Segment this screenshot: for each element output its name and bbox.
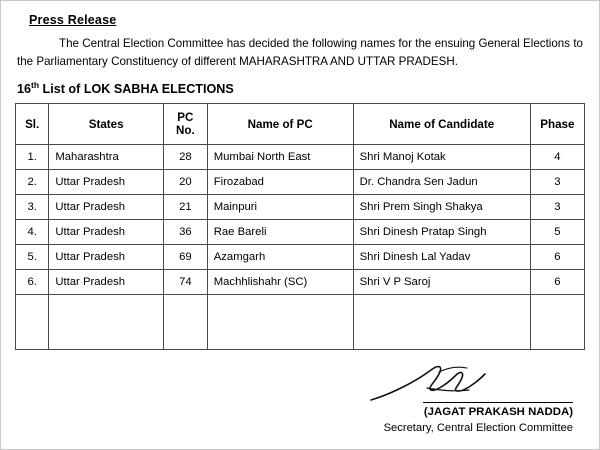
table-row bbox=[16, 270, 585, 295]
list-subtitle-rest: List of LOK SABHA ELECTIONS bbox=[39, 82, 234, 97]
cell-sl: 1. bbox=[16, 145, 49, 170]
column-header-pc-no-line2: No. bbox=[176, 124, 195, 138]
table-empty-row bbox=[16, 295, 585, 350]
column-header-pc-no bbox=[163, 104, 207, 145]
page-title: Press Release bbox=[29, 13, 117, 27]
cell-state: Uttar Pradesh bbox=[49, 170, 164, 195]
cell-phase: 3 bbox=[530, 195, 584, 220]
list-number-suffix: th bbox=[31, 79, 40, 90]
cell-empty bbox=[530, 295, 584, 350]
column-header-sl: Sl. bbox=[16, 104, 49, 145]
table-row bbox=[16, 245, 585, 270]
signature-line bbox=[423, 402, 573, 403]
column-header-name-of-pc: Name of PC bbox=[207, 104, 353, 145]
cell-pc-name: Machhlishahr (SC) bbox=[207, 270, 353, 295]
table-row bbox=[16, 170, 585, 195]
cell-phase: 6 bbox=[530, 245, 584, 270]
column-header-states: States bbox=[49, 104, 164, 145]
cell-pc-name: Firozabad bbox=[207, 170, 353, 195]
candidates-table bbox=[15, 103, 585, 350]
signatory-name: (JAGAT PRAKASH NADDA) bbox=[423, 406, 573, 419]
cell-phase: 4 bbox=[530, 145, 584, 170]
cell-empty bbox=[353, 295, 530, 350]
column-header-phase: Phase bbox=[530, 104, 584, 145]
cell-phase: 3 bbox=[530, 170, 584, 195]
list-number: 16 bbox=[17, 82, 32, 97]
cell-candidate: Shri Dinesh Pratap Singh bbox=[353, 220, 530, 245]
cell-candidate: Shri V P Saroj bbox=[353, 270, 530, 295]
cell-pc-no: 28 bbox=[163, 145, 207, 170]
table-row bbox=[16, 220, 585, 245]
cell-empty bbox=[207, 295, 353, 350]
cell-phase: 5 bbox=[530, 220, 584, 245]
cell-pc-no: 21 bbox=[163, 195, 207, 220]
cell-sl: 4. bbox=[16, 220, 49, 245]
signature-block bbox=[15, 360, 585, 444]
cell-pc-name: Mainpuri bbox=[207, 195, 353, 220]
cell-state: Uttar Pradesh bbox=[49, 245, 164, 270]
cell-sl: 5. bbox=[16, 245, 49, 270]
cell-sl: 6. bbox=[16, 270, 49, 295]
cell-pc-no: 69 bbox=[163, 245, 207, 270]
cell-state: Uttar Pradesh bbox=[49, 220, 164, 245]
cell-pc-no: 20 bbox=[163, 170, 207, 195]
cell-state: Uttar Pradesh bbox=[49, 195, 164, 220]
table-row bbox=[16, 145, 585, 170]
cell-state: Maharashtra bbox=[49, 145, 164, 170]
cell-pc-name: Mumbai North East bbox=[207, 145, 353, 170]
column-header-name-of-candidate: Name of Candidate bbox=[353, 104, 530, 145]
signatory-role: Secretary, Central Election Committee bbox=[383, 422, 573, 435]
cell-candidate: Shri Prem Singh Shakya bbox=[353, 195, 530, 220]
cell-pc-name: Rae Bareli bbox=[207, 220, 353, 245]
cell-empty bbox=[16, 295, 49, 350]
table-row bbox=[16, 195, 585, 220]
table-header-row bbox=[16, 104, 585, 145]
cell-sl: 2. bbox=[16, 170, 49, 195]
cell-phase: 6 bbox=[530, 270, 584, 295]
column-header-pc-no-line1: PC bbox=[177, 111, 194, 125]
cell-empty bbox=[49, 295, 164, 350]
cell-state: Uttar Pradesh bbox=[49, 270, 164, 295]
table-body bbox=[16, 145, 585, 350]
cell-candidate: Dr. Chandra Sen Jadun bbox=[353, 170, 530, 195]
cell-pc-no: 74 bbox=[163, 270, 207, 295]
list-subtitle bbox=[17, 80, 585, 96]
cell-pc-no: 36 bbox=[163, 220, 207, 245]
cell-candidate: Shri Dinesh Lal Yadav bbox=[353, 245, 530, 270]
table-header bbox=[16, 104, 585, 145]
intro-paragraph: The Central Election Committee has decided the following names for the ensuing General Elections to the Parliamentary Constituency of different MAHARASHTRA AND UTTAR PRADESH. bbox=[17, 37, 583, 68]
cell-sl: 3. bbox=[16, 195, 49, 220]
cell-candidate: Shri Manoj Kotak bbox=[353, 145, 530, 170]
handwritten-signature-icon bbox=[369, 360, 489, 406]
cell-empty bbox=[163, 295, 207, 350]
cell-pc-name: Azamgarh bbox=[207, 245, 353, 270]
